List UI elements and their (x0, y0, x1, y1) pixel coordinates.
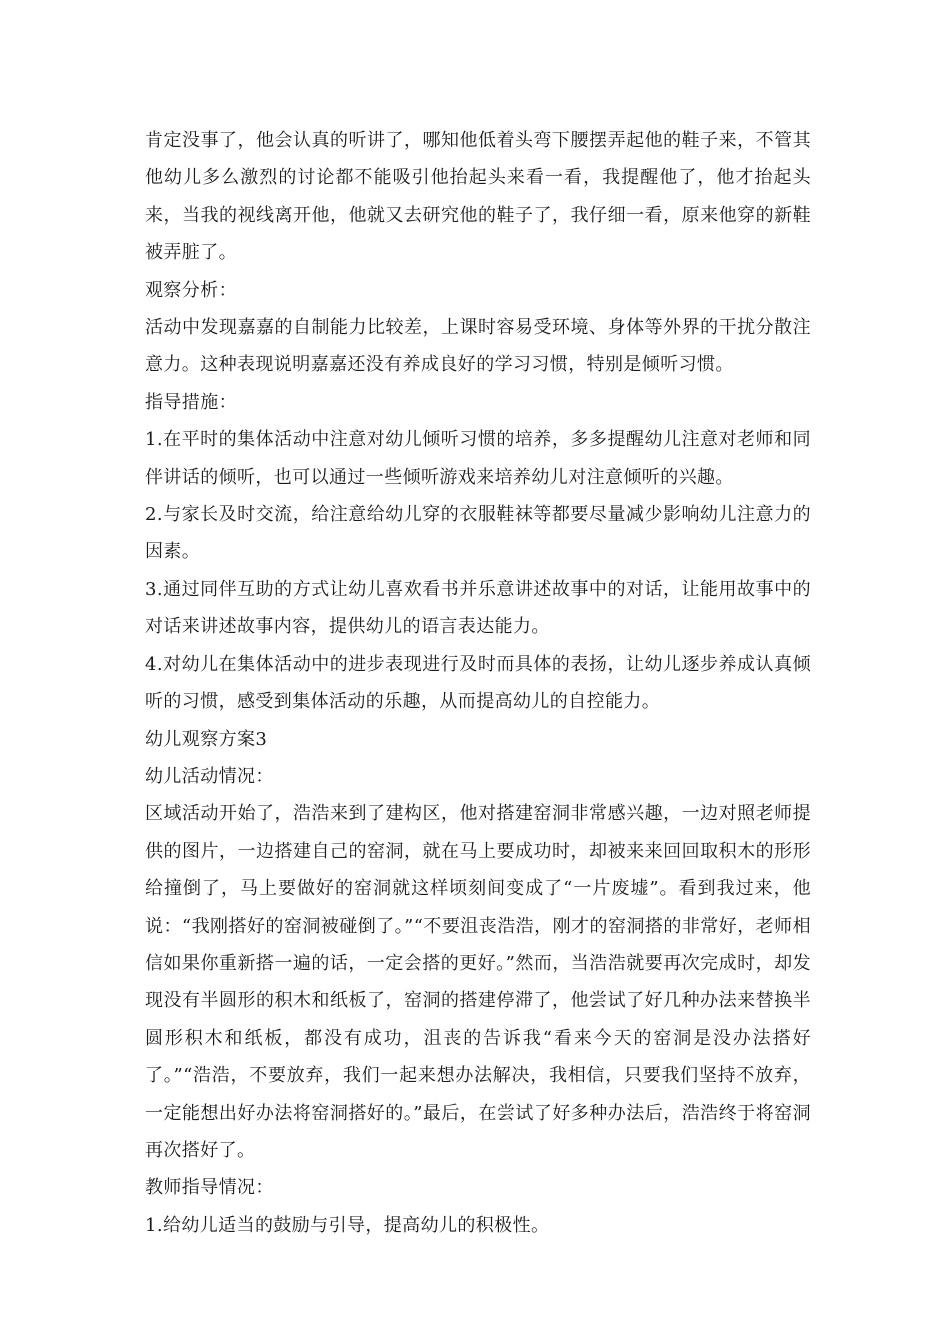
heading-child-activity: 幼儿活动情况： (145, 765, 274, 787)
list-item-measure-1: 1.在平时的集体活动中注意对幼儿倾听习惯的培养，多多提醒幼儿注意对老师和同伴讲话的倾听，也可以通过一些倾听游戏来培养幼儿对注意倾听的兴趣。 (145, 429, 811, 488)
list-item-measure-2: 2.与家长及时交流，给注意给幼儿穿的衣服鞋袜等都要尽量减少影响幼儿注意力的因素。 (145, 504, 811, 563)
paragraph-analysis: 活动中发现嘉嘉的自制能力比较差，上课时容易受环境、身体等外界的干扰分散注意力。这种表现说明嘉嘉还没有养成良好的学习习惯，特别是倾听习惯。 (145, 317, 811, 376)
list-item-guidance-1: 1.给幼儿适当的鼓励与引导，提高幼儿的积极性。 (145, 1214, 550, 1236)
heading-teacher-guidance: 教师指导情况： (145, 1177, 274, 1199)
document-body (145, 122, 811, 1244)
list-item-measure-4: 4.对幼儿在集体活动中的进步表现进行及时而具体的表扬，让幼儿逐步养成认真倾听的习惯，感受到集体活动的乐趣，从而提高幼儿的自控能力。 (145, 653, 811, 713)
heading-guidance-measures: 指导措施： (145, 391, 237, 413)
list-item-measure-3: 3.通过同伴互助的方式让幼儿喜欢看书并乐意讲述故事中的对话，让能用故事中的对话来讲述故事内容，提供幼儿的语言表达能力。 (145, 578, 811, 638)
heading-observation-analysis: 观察分析： (145, 279, 237, 301)
paragraph-observation-continued: 肯定没事了，他会认真的听讲了，哪知他低着头弯下腰摆弄起他的鞋子来，不管其他幼儿多么激烈的讨论都不能吸引他抬起头来看一看，我提醒他了，他才抬起头来，当我的视线离开他，他就又去研究他的鞋子了，我仔细一看，原来他穿的新鞋被弄脏了。 (145, 130, 811, 264)
paragraph-activity-description: 区域活动开始了，浩浩来到了建构区，他对搭建窑洞非常感兴趣，一边对照老师提供的图片，一边搭建自己的窑洞，就在马上要成功时，却被来来回回取积木的形形给撞倒了，马上要做好的窑洞就这样顷刻间变成了“一片废墟”。看到我过来，他说：“我刚搭好的窑洞被碰倒了。”“不要沮丧浩浩，刚才的窑洞搭的非常好，老师相信如果你重新搭一遍的话，一定会搭的更好。”然而，当浩浩就要再次完成时，却发现没有半圆形的积木和纸板了，窑洞的搭建停滞了，他尝试了好几种办法来替换半圆形积木和纸板，都没有成功，沮丧的告诉我“看来今天的窑洞是没办法搭好了。”“浩浩，不要放弃，我们一起来想办法解决，我相信，只要我们坚持不放弃，一定能想出好办法将窑洞搭好的。”最后，在尝试了好多种办法后，浩浩终于将窑洞再次搭好了。 (145, 803, 811, 1161)
section-title-plan-3: 幼儿观察方案3 (145, 728, 268, 750)
